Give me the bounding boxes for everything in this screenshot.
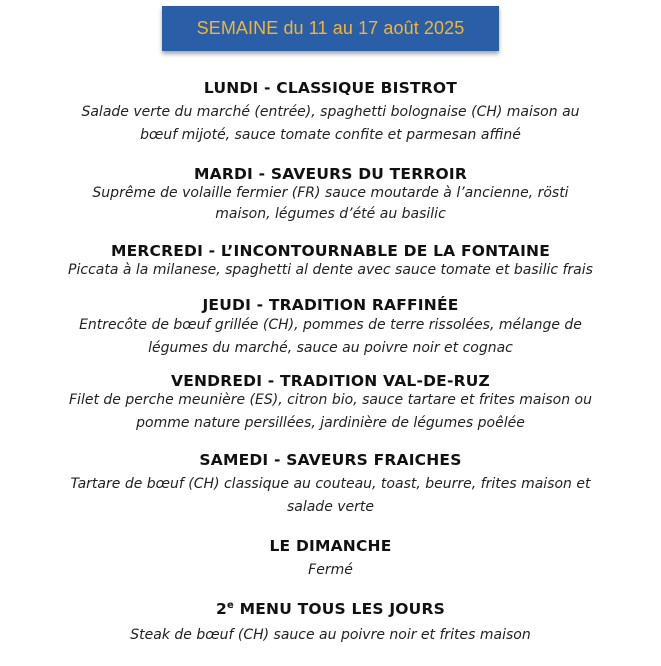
day-title: JEUDI - TRADITION RAFFINÉE: [202, 296, 459, 314]
day-title: SAMEDI - SAVEURS FRAICHES: [199, 451, 462, 469]
week-banner-text: SEMAINE du 11 au 17 août 2025: [196, 18, 465, 38]
second-menu-number: 2: [216, 600, 228, 618]
second-menu: [0, 599, 661, 647]
dish-line: Salade verte du marché (entrée), spaghetti bolognaise (CH) maison au: [81, 104, 580, 120]
dish-line: Entrecôte de bœuf grillée (CH), pommes de terre rissolées, mélange de: [79, 317, 582, 333]
menu-day-mercredi: [0, 241, 661, 282]
second-menu-title: [0, 599, 661, 619]
dish-line: Piccata à la milanese, spaghetti al dente avec sauce tomate et basilic frais: [68, 262, 593, 278]
dish-line: Tartare de bœuf (CH) classique au couteau, toast, beurre, frites maison et: [70, 476, 591, 492]
week-banner: [162, 6, 499, 51]
dish-line: Suprême de volaille fermier (FR) sauce moutarde à l’ancienne, rösti: [92, 185, 569, 201]
second-menu-title-text: MENU TOUS LES JOURS: [234, 600, 445, 618]
dish-line: Fermé: [308, 562, 353, 578]
menu-day-jeudi: [0, 295, 661, 360]
dish-line: pomme nature persillées, jardinière de légumes poêlée: [136, 415, 525, 431]
menu-day-lundi: [0, 78, 661, 147]
day-title: MERCREDI - L’INCONTOURNABLE DE LA FONTAINE: [110, 242, 551, 260]
dish-line: Steak de bœuf (CH) sauce au poivre noir et frites maison: [130, 627, 531, 643]
menu-day-dimanche: [0, 536, 661, 582]
weekly-menu: [0, 78, 661, 647]
menu-day-vendredi: [0, 371, 661, 435]
menu-day-mardi: [0, 164, 661, 226]
dish-line: bœuf mijoté, sauce tomate confite et parmesan affiné: [140, 127, 521, 143]
dish-line: salade verte: [286, 499, 375, 515]
menu-day-samedi: [0, 450, 661, 519]
dish-line: légumes du marché, sauce au poivre noir et cognac: [148, 340, 513, 356]
day-title: VENDREDI - TRADITION VAL-DE-RUZ: [171, 372, 490, 390]
dish-line: maison, légumes d’été au basilic: [215, 206, 446, 222]
day-title: LE DIMANCHE: [269, 537, 392, 555]
day-title: MARDI - SAVEURS DU TERROIR: [194, 165, 467, 183]
day-title: LUNDI - CLASSIQUE BISTROT: [203, 79, 458, 97]
second-menu-ordinal: e: [227, 599, 235, 611]
dish-line: Filet de perche meunière (ES), citron bio, sauce tartare et frites maison ou: [69, 392, 592, 408]
